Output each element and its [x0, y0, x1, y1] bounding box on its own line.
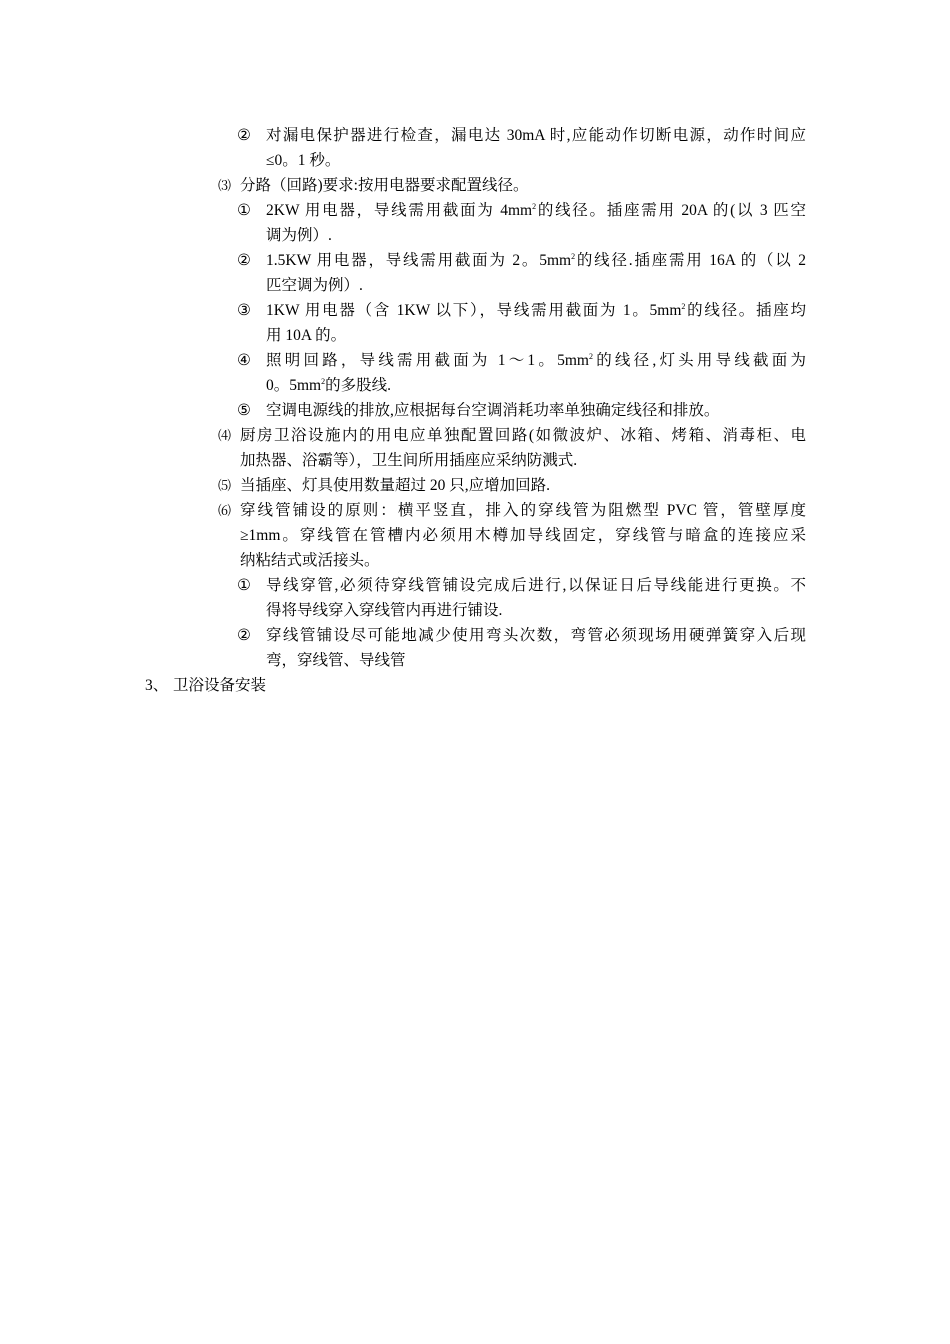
- item-text: 照明回路，导线需用截面为 1～1。$5mm^2$的线径,灯头用导线截面为: [266, 351, 806, 369]
- list-item-continuation: 用 10A 的。: [266, 327, 347, 344]
- item-text: 导线穿管,必须待穿线管铺设完成后进行,以保证日后导线能进行更换。不: [266, 577, 806, 594]
- list-item-continuation: 0。$5mm^2$的多股线.: [266, 376, 392, 394]
- section-marker: ⑶: [218, 178, 232, 193]
- list-item-continuation: 匹空调为例）.: [266, 277, 363, 294]
- item-marker: ④: [237, 352, 251, 369]
- heading-text: 卫浴设备安装: [173, 677, 267, 694]
- item-text: 1KW 用电器（含 1KW 以下），导线需用截面为 1。$5mm^2$的线径。插座均: [266, 301, 806, 319]
- heading-marker: 3、: [145, 677, 169, 694]
- list-item-b3: [237, 300, 806, 322]
- item-text: 对漏电保护器进行检查，漏电达 30mA 时,应能动作切断电源，动作时间应: [266, 127, 806, 144]
- list-item-c2: [237, 625, 806, 647]
- item-marker: ②: [237, 627, 251, 644]
- section-5: [218, 475, 550, 497]
- item-text: 穿线管铺设尽可能地减少使用弯头次数，弯管必须现场用硬弹簧穿入后现: [266, 627, 806, 644]
- item-marker: ②: [237, 127, 251, 144]
- section-continuation: 纳粘结式或活接头。: [240, 552, 380, 569]
- list-item-c1: [237, 575, 806, 597]
- section-marker: ⑸: [218, 478, 232, 493]
- item-marker: ①: [237, 202, 251, 219]
- list-item-b5: [237, 400, 719, 422]
- item-text: 空调电源线的排放,应根据每台空调消耗功率单独确定线径和排放。: [266, 402, 720, 419]
- list-item-a1: [237, 125, 806, 147]
- section-3: [218, 175, 528, 197]
- list-item-b4: [237, 350, 806, 372]
- list-item-continuation: ≤0。1 秒。: [266, 152, 341, 169]
- list-item-continuation: 弯，穿线管、导线管: [266, 652, 406, 669]
- section-4: [218, 425, 806, 447]
- section-text: 当插座、灯具使用数量超过 20 只,应增加回路.: [240, 477, 551, 494]
- heading-3: [145, 675, 266, 697]
- list-item-b1: [237, 200, 806, 222]
- section-marker: ⑹: [218, 503, 232, 518]
- list-item-b2: [237, 250, 806, 272]
- section-text: 分路（回路)要求:按用电器要求配置线径。: [240, 177, 529, 194]
- item-text: 2KW 用电器，导线需用截面为 $4mm^2$的线径。插座需用 20A 的(以 3 匹空: [266, 201, 806, 219]
- item-marker: ⑤: [237, 402, 251, 419]
- section-continuation: 加热器、浴霸等），卫生间所用插座应采纳防溅式.: [240, 452, 578, 469]
- list-item-continuation: 得将导线穿入穿线管内再进行铺设.: [266, 602, 503, 619]
- list-item-continuation: 调为例）.: [266, 227, 332, 244]
- item-marker: ①: [237, 577, 251, 594]
- item-text: 1.5KW 用电器，导线需用截面为 2。$5mm^2$的线径.插座需用 16A 的（以 2: [266, 251, 806, 269]
- section-continuation: ≥1mm。穿线管在管槽内必须用木樽加导线固定，穿线管与暗盒的连接应采: [240, 527, 806, 544]
- section-text: 穿线管铺设的原则：横平竖直，排入的穿线管为阻燃型 PVC 管，管壁厚度: [240, 502, 806, 519]
- item-marker: ②: [237, 252, 251, 269]
- section-6: [218, 500, 806, 522]
- section-marker: ⑷: [218, 428, 232, 443]
- item-marker: ③: [237, 302, 251, 319]
- section-text: 厨房卫浴设施内的用电应单独配置回路(如微波炉、冰箱、烤箱、消毒柜、电: [240, 427, 806, 444]
